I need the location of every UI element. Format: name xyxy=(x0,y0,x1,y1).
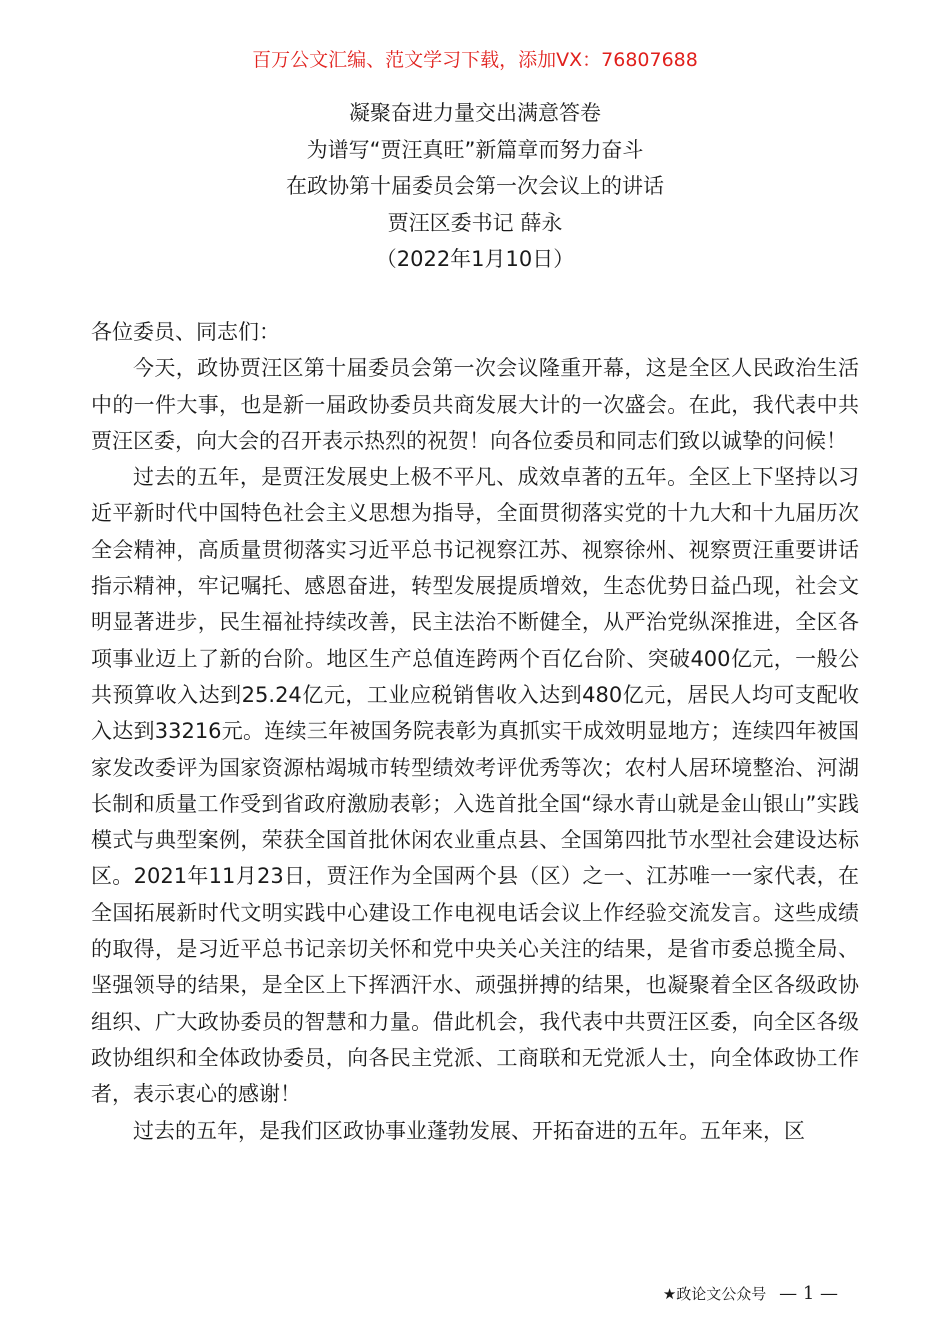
paragraph-opening: 今天，政协贾汪区第十届委员会第一次会议隆重开幕，这是全区人民政治生活中的一件大事，也是新一届政协委员共商发展大计的一次盛会。在此，我代表中共贾汪区委，向大会的召开表示热烈的祝贺！向各位委员和同志们致以诚挚的问候！ xyxy=(91,356,859,453)
occasion-line: 在政协第十届委员会第一次会议上的讲话 xyxy=(286,174,664,198)
watermark-banner: 百万公文汇编、范文学习下载，添加VX：76807688 xyxy=(252,49,698,71)
date-line: （2022年1月10日） xyxy=(375,247,575,271)
page-number: — 1 — xyxy=(779,1283,838,1304)
footer-source: ★政论文公众号 xyxy=(662,1285,767,1303)
paragraph-cppcc: 过去的五年，是我们区政协事业蓬勃发展、开拓奋进的五年。五年来，区 xyxy=(133,1118,805,1143)
speech-body xyxy=(91,314,859,1149)
paragraph-achievements: 过去的五年，是贾汪发展史上极不平凡、成效卓著的五年。全区上下坚持以习近平新时代中国特色社会主义思想为指导，全面贯彻落实党的十九大和十九届历次全会精神，高质量贯彻落实习近平总书记视察江苏、视察徐州、视察贾汪重要讲话指示精神，牢记嘱托、感恩奋进，转型发展提质增效，生态优势日益凸现，社会文明显著进步，民生福祉持续改善，民主法治不断健全，从严治党纵深推进，全区各项事业迈上了新的台阶。地区生产总值连跨两个百亿台阶、突破400亿元，一般公共预算收入达到25.24亿元，工业应税销售收入达到480亿元，居民人均可支配收入达到33216元。连续三年被国务院表彰为真抓实干成效明显地方；连续四年被国家发改委评为国家资源枯竭城市转型绩效考评优秀等次；农村人居环境整治、河湖长制和质量工作受到省政府激励表彰；入选首批全国“绿水青山就是金山银山”实践模式与典型案例，荣获全国首批休闲农业重点县、全国第四批节水型社会建设达标区。2021年11月23日，贾汪作为全国两个县（区）之一、江苏唯一一家代表，在全国拓展新时代文明实践中心建设工作电视电话会议上作经验交流发言。这些成绩的取得，是习近平总书记亲切关怀和党中央关心关注的结果，是省市委总揽全局、坚强领导的结果，是全区上下挥洒汗水、顽强拼搏的结果，也凝聚着全区各级政协组织、广大政协委员的智慧和力量。借此机会，我代表中共贾汪区委，向全区各级政协组织和全体政协委员，向各民主党派、工商联和无党派人士，向全体政协工作者，表示衷心的感谢！ xyxy=(91,465,859,1107)
salutation: 各位委员、同志们： xyxy=(91,320,280,344)
subtitle: 为谱写“贾汪真旺”新篇章而努力奋斗 xyxy=(306,137,644,162)
speech-title-block xyxy=(0,95,950,278)
speaker-line: 贾汪区委书记 薛永 xyxy=(387,210,563,235)
page-footer xyxy=(663,1281,838,1307)
main-title: 凝聚奋进力量交出满意答卷 xyxy=(349,101,601,125)
